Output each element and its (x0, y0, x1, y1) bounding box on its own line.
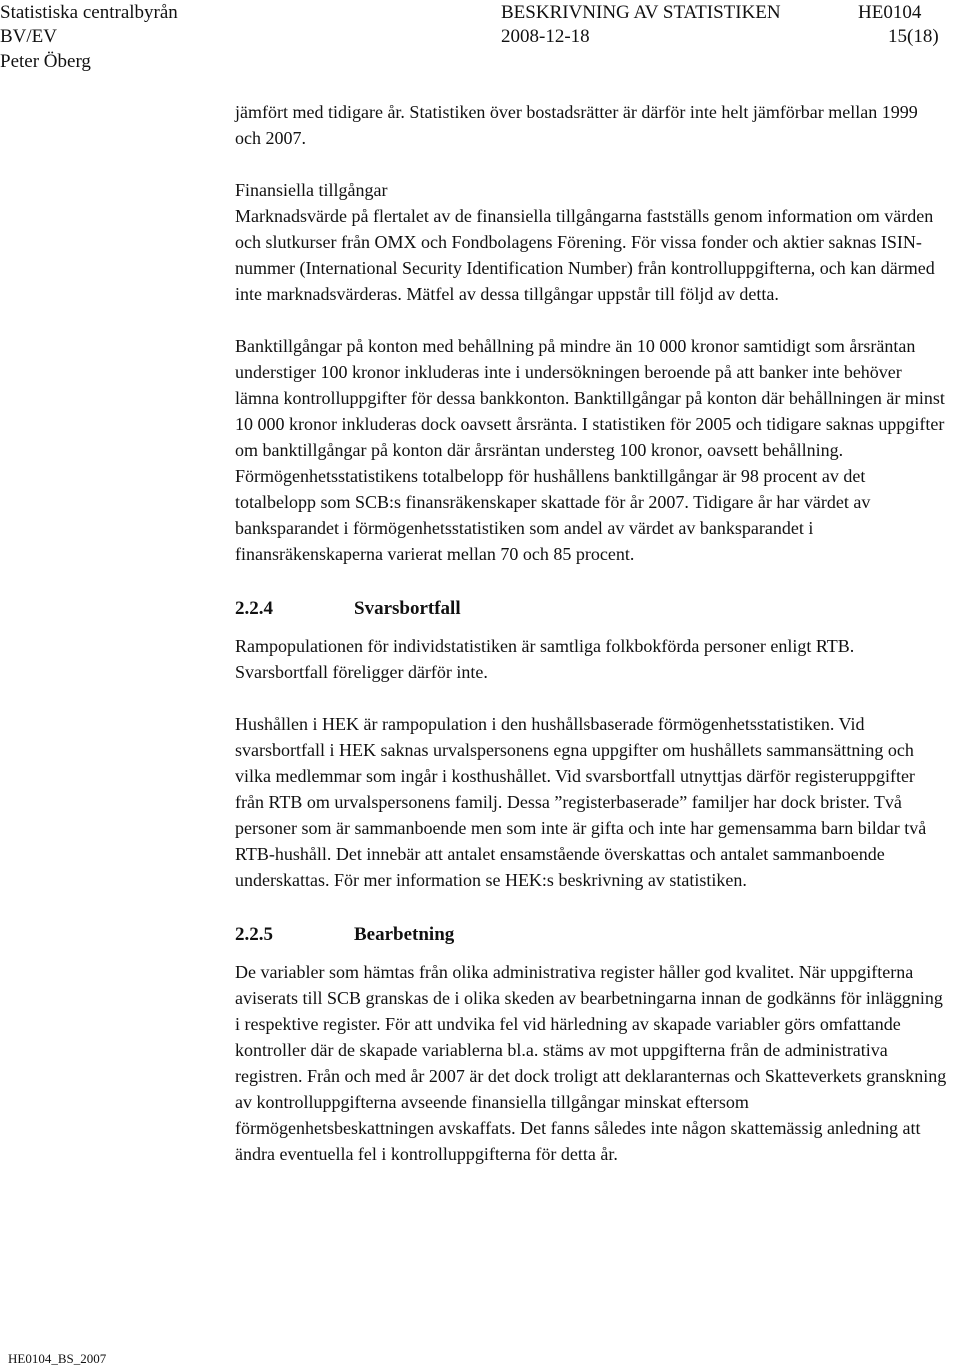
subheading-finansiella-tillgangar: Finansiella tillgångar (235, 180, 388, 200)
header-department: BV/EV (0, 26, 57, 47)
header-row-3 (0, 49, 960, 75)
header-row-2 (0, 24, 960, 50)
section-title: Svarsbortfall (354, 598, 461, 619)
header-page: 15(18) (888, 26, 939, 47)
section-title: Bearbetning (354, 924, 455, 945)
section-heading-svarsbortfall (235, 589, 947, 629)
header-org: Statistiska centralbyrån (0, 2, 178, 23)
paragraph-rampopulation: Rampopulationen för individstatistiken är samtliga folkbokförda personer enligt RTB. Svarsbortfall föreligger därför inte. (235, 636, 855, 682)
paragraph-banktillgangar: Banktillgångar på konton med behållning på mindre än 10 000 kronor samtidigt som årsräntan understiger 100 kronor inkluderas inte i undersökningen beroende på att banker inte behöver lämna kontrolluppgifter för dessa bankkonton. Banktillgångar på konton där behållningen är minst 10 000 kronor inkluderas dock oavsett årsränta. I statistiken för 2005 och tidigare saknas uppgifter om banktillgångar på konton där årsräntan understeg 100 kronor, oavsett behållning. Förmögenhetsstatistikens totalbelopp för hushållens banktillgångar är 98 procent av det totalbelopp som SCB:s finansräkenskaper skattade för år 2007. Tidigare år har värdet av banksparandet i förmögenhetsstatistiken som andel av värdet av banksparandet i finansräkenskaperna varierat mellan 70 och 85 procent. (235, 336, 945, 564)
footer-file-id: HE0104_BS_2007 (8, 1351, 107, 1366)
header-date: 2008-12-18 (501, 26, 590, 47)
document-body (235, 99, 947, 1167)
header-doc-code: HE0104 (858, 2, 922, 23)
section-heading-bearbetning (235, 915, 947, 955)
header-doc-type: BESKRIVNING AV STATISTIKEN (501, 2, 781, 23)
paragraph-hek-hushall: Hushållen i HEK är rampopulation i den hushållsbaserade förmögenhetsstatistiken. Vid svarsbortfall i HEK saknas urvalspersonens egna uppgifter om hushållets sammansättning och vilka medlemmar som ingår i kosthushållet. Vid svarsbortfall utnyttjas därför registeruppgifter från RTB om urvalspersonens familj. Dessa ”registerbaserade” familjer har dock brister. Två personer som är sammanboende men som inte är gifta och inte har gemensamma barn bildar två RTB-hushåll. Det innebär att antalet ensamstående överskattas och antalet sammanboende underskattas. För mer information se HEK:s beskrivning av statistiken. (235, 714, 927, 890)
paragraph-bostadsratter: jämfört med tidigare år. Statistiken över bostadsrätter är därför inte helt jämförbar mellan 1999 och 2007. (235, 102, 918, 148)
section-number: 2.2.4 (235, 598, 273, 619)
header-author: Peter Öberg (0, 51, 91, 72)
paragraph-finansiella-tillgangar: Marknadsvärde på flertalet av de finansiella tillgångarna fastställs genom information om värden och slutkurser från OMX och Fondbolagens Förening. För vissa fonder och aktier saknas ISIN-nummer (International Security Identification Number) från kontrolluppgifterna, och kan därmed inte marknadsvärderas. Mätfel av dessa tillgångar uppstår till följd av detta. (235, 206, 935, 304)
section-number: 2.2.5 (235, 924, 273, 945)
paragraph-bearbetning: De variabler som hämtas från olika administrativa register håller god kvalitet. När uppgifterna aviserats till SCB granskas de i olika skeden av bearbetningarna innan de godkänns för inläggning i respektive register. För att undvika fel vid härledning av skapade variabler görs omfattande kontroller där de skapade variablerna bl.a. stäms av mot uppgifterna från de administrativa registren. Från och med år 2007 är det dock troligt att deklaranternas och Skatteverkets granskning av kontrolluppgifterna avseende finansiella tillgångar minskat eftersom förmögenhetsbeskattningen avskaffats. Det fanns således inte någon skattemässig anledning att ändra eventuella fel i kontrolluppgifterna för detta år. (235, 962, 947, 1164)
header-row-1 (0, 0, 960, 26)
